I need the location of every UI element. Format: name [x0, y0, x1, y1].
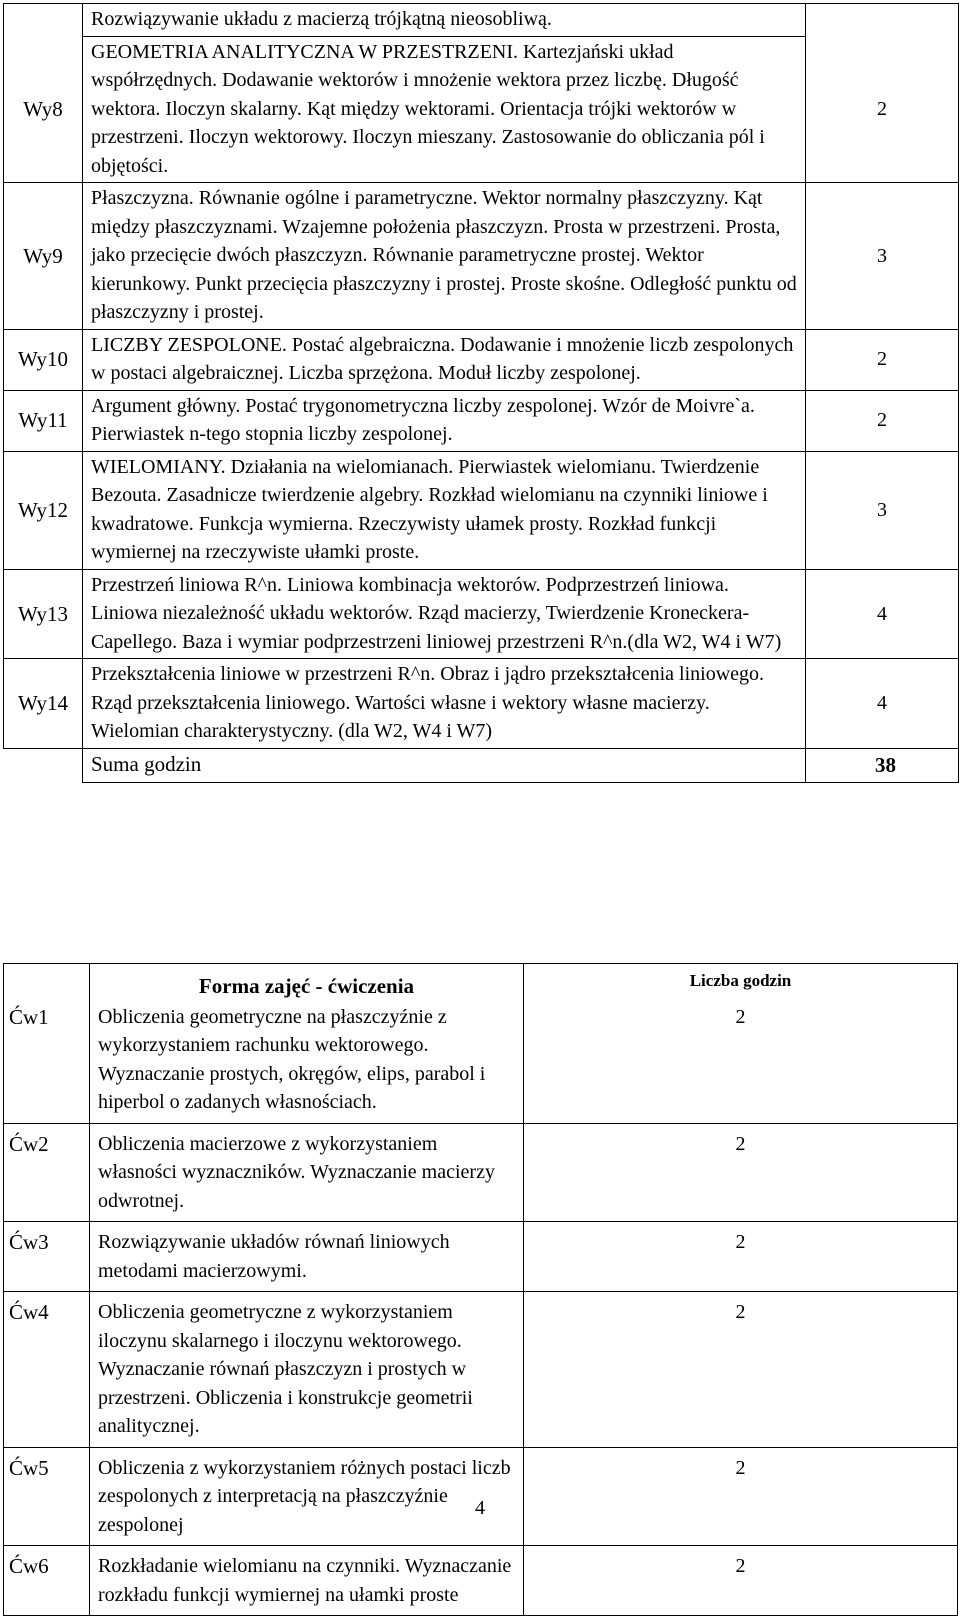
lecture-topic: Rozwiązywanie układu z macierzą trójkątną nieosobliwą.: [83, 4, 806, 37]
exercise-header-hours: Liczba godzin: [524, 964, 958, 1003]
lecture-hours: 3: [806, 451, 959, 569]
exercise-hours: 2: [524, 1003, 958, 1124]
exercise-row: [4, 1222, 958, 1292]
exercise-row: [4, 1292, 958, 1448]
sum-row: [4, 748, 959, 782]
lecture-topic: Przestrzeń liniowa R^n. Liniowa kombinacja wektorów. Podprzestrzeń liniowa. Liniowa niezależność układu wektorów. Rząd macierzy, Twierdzenie Kroneckera-Capellego. Baza i wymiar podprzestrzeni liniowej przestrzeni R^n.(dla W2, W4 i W7): [83, 569, 806, 659]
exercise-topic: Rozkładanie wielomianu na czynniki. Wyznaczanie rozkładu funkcji wymiernej na ułamki proste: [90, 1546, 524, 1616]
lecture-code: Wy9: [4, 183, 83, 330]
lecture-table: [3, 3, 959, 783]
lecture-row: [4, 4, 959, 37]
lecture-row: [4, 569, 959, 659]
lecture-hours: 4: [806, 659, 959, 749]
exercise-code: Ćw3: [4, 1222, 90, 1292]
lecture-hours: [806, 4, 959, 37]
exercise-row: [4, 1546, 958, 1616]
exercise-row: [4, 1003, 958, 1124]
lecture-hours: 2: [806, 329, 959, 390]
sum-value: 38: [806, 748, 959, 782]
exercise-hours: 2: [524, 1447, 958, 1546]
exercise-header-row: [4, 964, 958, 1003]
lecture-code: Wy11: [4, 390, 83, 451]
page-number: 4: [475, 1497, 485, 1519]
lecture-topic: WIELOMIANY. Działania na wielomianach. Pierwiastek wielomianu. Twierdzenie Bezouta. Zasadnicze twierdzenie algebry. Rozkład wielomianu na czynniki liniowe i kwadratowe. Funkcja wymierna. Rzeczywisty ułamek prosty. Rozkład funkcji wymiernej na rzeczywiste ułamki proste.: [83, 451, 806, 569]
sum-blank-cell: [4, 748, 83, 782]
exercise-topic: Obliczenia geometryczne z wykorzystaniem iloczynu skalarnego i iloczynu wektorowego. Wyznaczanie równań płaszczyzn i prostych w przestrzeni. Obliczenia i konstrukcje geometrii analitycznej.: [90, 1292, 524, 1448]
exercise-header-title: Forma zajęć - ćwiczenia: [90, 964, 524, 1003]
lecture-hours: 3: [806, 183, 959, 330]
sum-label: Suma godzin: [83, 748, 806, 782]
exercise-code: Ćw4: [4, 1292, 90, 1448]
exercise-code: Ćw5: [4, 1447, 90, 1546]
exercise-topic: Obliczenia geometryczne na płaszczyźnie z wykorzystaniem rachunku wektorowego. Wyznaczanie prostych, okręgów, elips, parabol i hiperbol o zadanych własnościach.: [90, 1003, 524, 1124]
lecture-row: [4, 329, 959, 390]
lecture-topic: GEOMETRIA ANALITYCZNA W PRZESTRZENI. Kartezjański układ współrzędnych. Dodawanie wektorów i mnożenie wektora przez liczbę. Długość wektora. Iloczyn skalarny. Kąt między wektorami. Orientacja trójki wektorów w przestrzeni. Iloczyn wektorowy. Iloczyn mieszany. Zastosowanie do obliczania pól i objętości.: [83, 36, 806, 183]
lecture-row: [4, 183, 959, 330]
lecture-row: [4, 659, 959, 749]
lecture-code: Wy12: [4, 451, 83, 569]
exercise-row: [4, 1123, 958, 1222]
lecture-topic: LICZBY ZESPOLONE. Postać algebraiczna. Dodawanie i mnożenie liczb zespolonych w postaci algebraicznej. Liczba sprzężona. Moduł liczby zespolonej.: [83, 329, 806, 390]
lecture-code: Wy10: [4, 329, 83, 390]
exercise-code: Ćw1: [4, 1003, 90, 1124]
exercise-header-blank: [4, 964, 90, 1003]
lecture-row: [4, 36, 959, 183]
exercise-hours: 2: [524, 1546, 958, 1616]
lecture-code: [4, 4, 83, 37]
lecture-row: [4, 451, 959, 569]
lecture-topic: Przekształcenia liniowe w przestrzeni R^n. Obraz i jądro przekształcenia liniowego. Rząd przekształcenia liniowego. Wartości własne i wektory własne macierzy. Wielomian charakterystyczny. (dla W2, W4 i W7): [83, 659, 806, 749]
exercise-topic: Rozwiązywanie układów równań liniowych metodami macierzowymi.: [90, 1222, 524, 1292]
lecture-code: Wy13: [4, 569, 83, 659]
lecture-hours: 2: [806, 390, 959, 451]
exercise-topic: Obliczenia z wykorzystaniem różnych postaci liczb zespolonych z interpretacją na płaszczyźnie zespolonej: [90, 1447, 524, 1546]
lecture-topic: Płaszczyzna. Równanie ogólne i parametryczne. Wektor normalny płaszczyzny. Kąt między płaszczyznami. Wzajemne położenia płaszczyzn. Prosta w przestrzeni. Prosta, jako przecięcie dwóch płaszczyzn. Równanie parametryczne prostej. Wektor kierunkowy. Punkt przecięcia płaszczyzny i prostej. Proste skośne. Odległość punktu od płaszczyzny i prostej.: [83, 183, 806, 330]
exercise-code: Ćw6: [4, 1546, 90, 1616]
lecture-hours: 4: [806, 569, 959, 659]
exercise-topic: Obliczenia macierzowe z wykorzystaniem własności wyznaczników. Wyznaczanie macierzy odwrotnej.: [90, 1123, 524, 1222]
lecture-row: [4, 390, 959, 451]
lecture-hours: 2: [806, 36, 959, 183]
lecture-code: Wy8: [4, 36, 83, 183]
exercise-hours: 2: [524, 1222, 958, 1292]
exercise-hours: 2: [524, 1292, 958, 1448]
lecture-code: Wy14: [4, 659, 83, 749]
exercise-code: Ćw2: [4, 1123, 90, 1222]
lecture-topic: Argument główny. Postać trygonometryczna liczby zespolonej. Wzór de Moivre`a. Pierwiastek n-tego stopnia liczby zespolonej.: [83, 390, 806, 451]
exercise-hours: 2: [524, 1123, 958, 1222]
